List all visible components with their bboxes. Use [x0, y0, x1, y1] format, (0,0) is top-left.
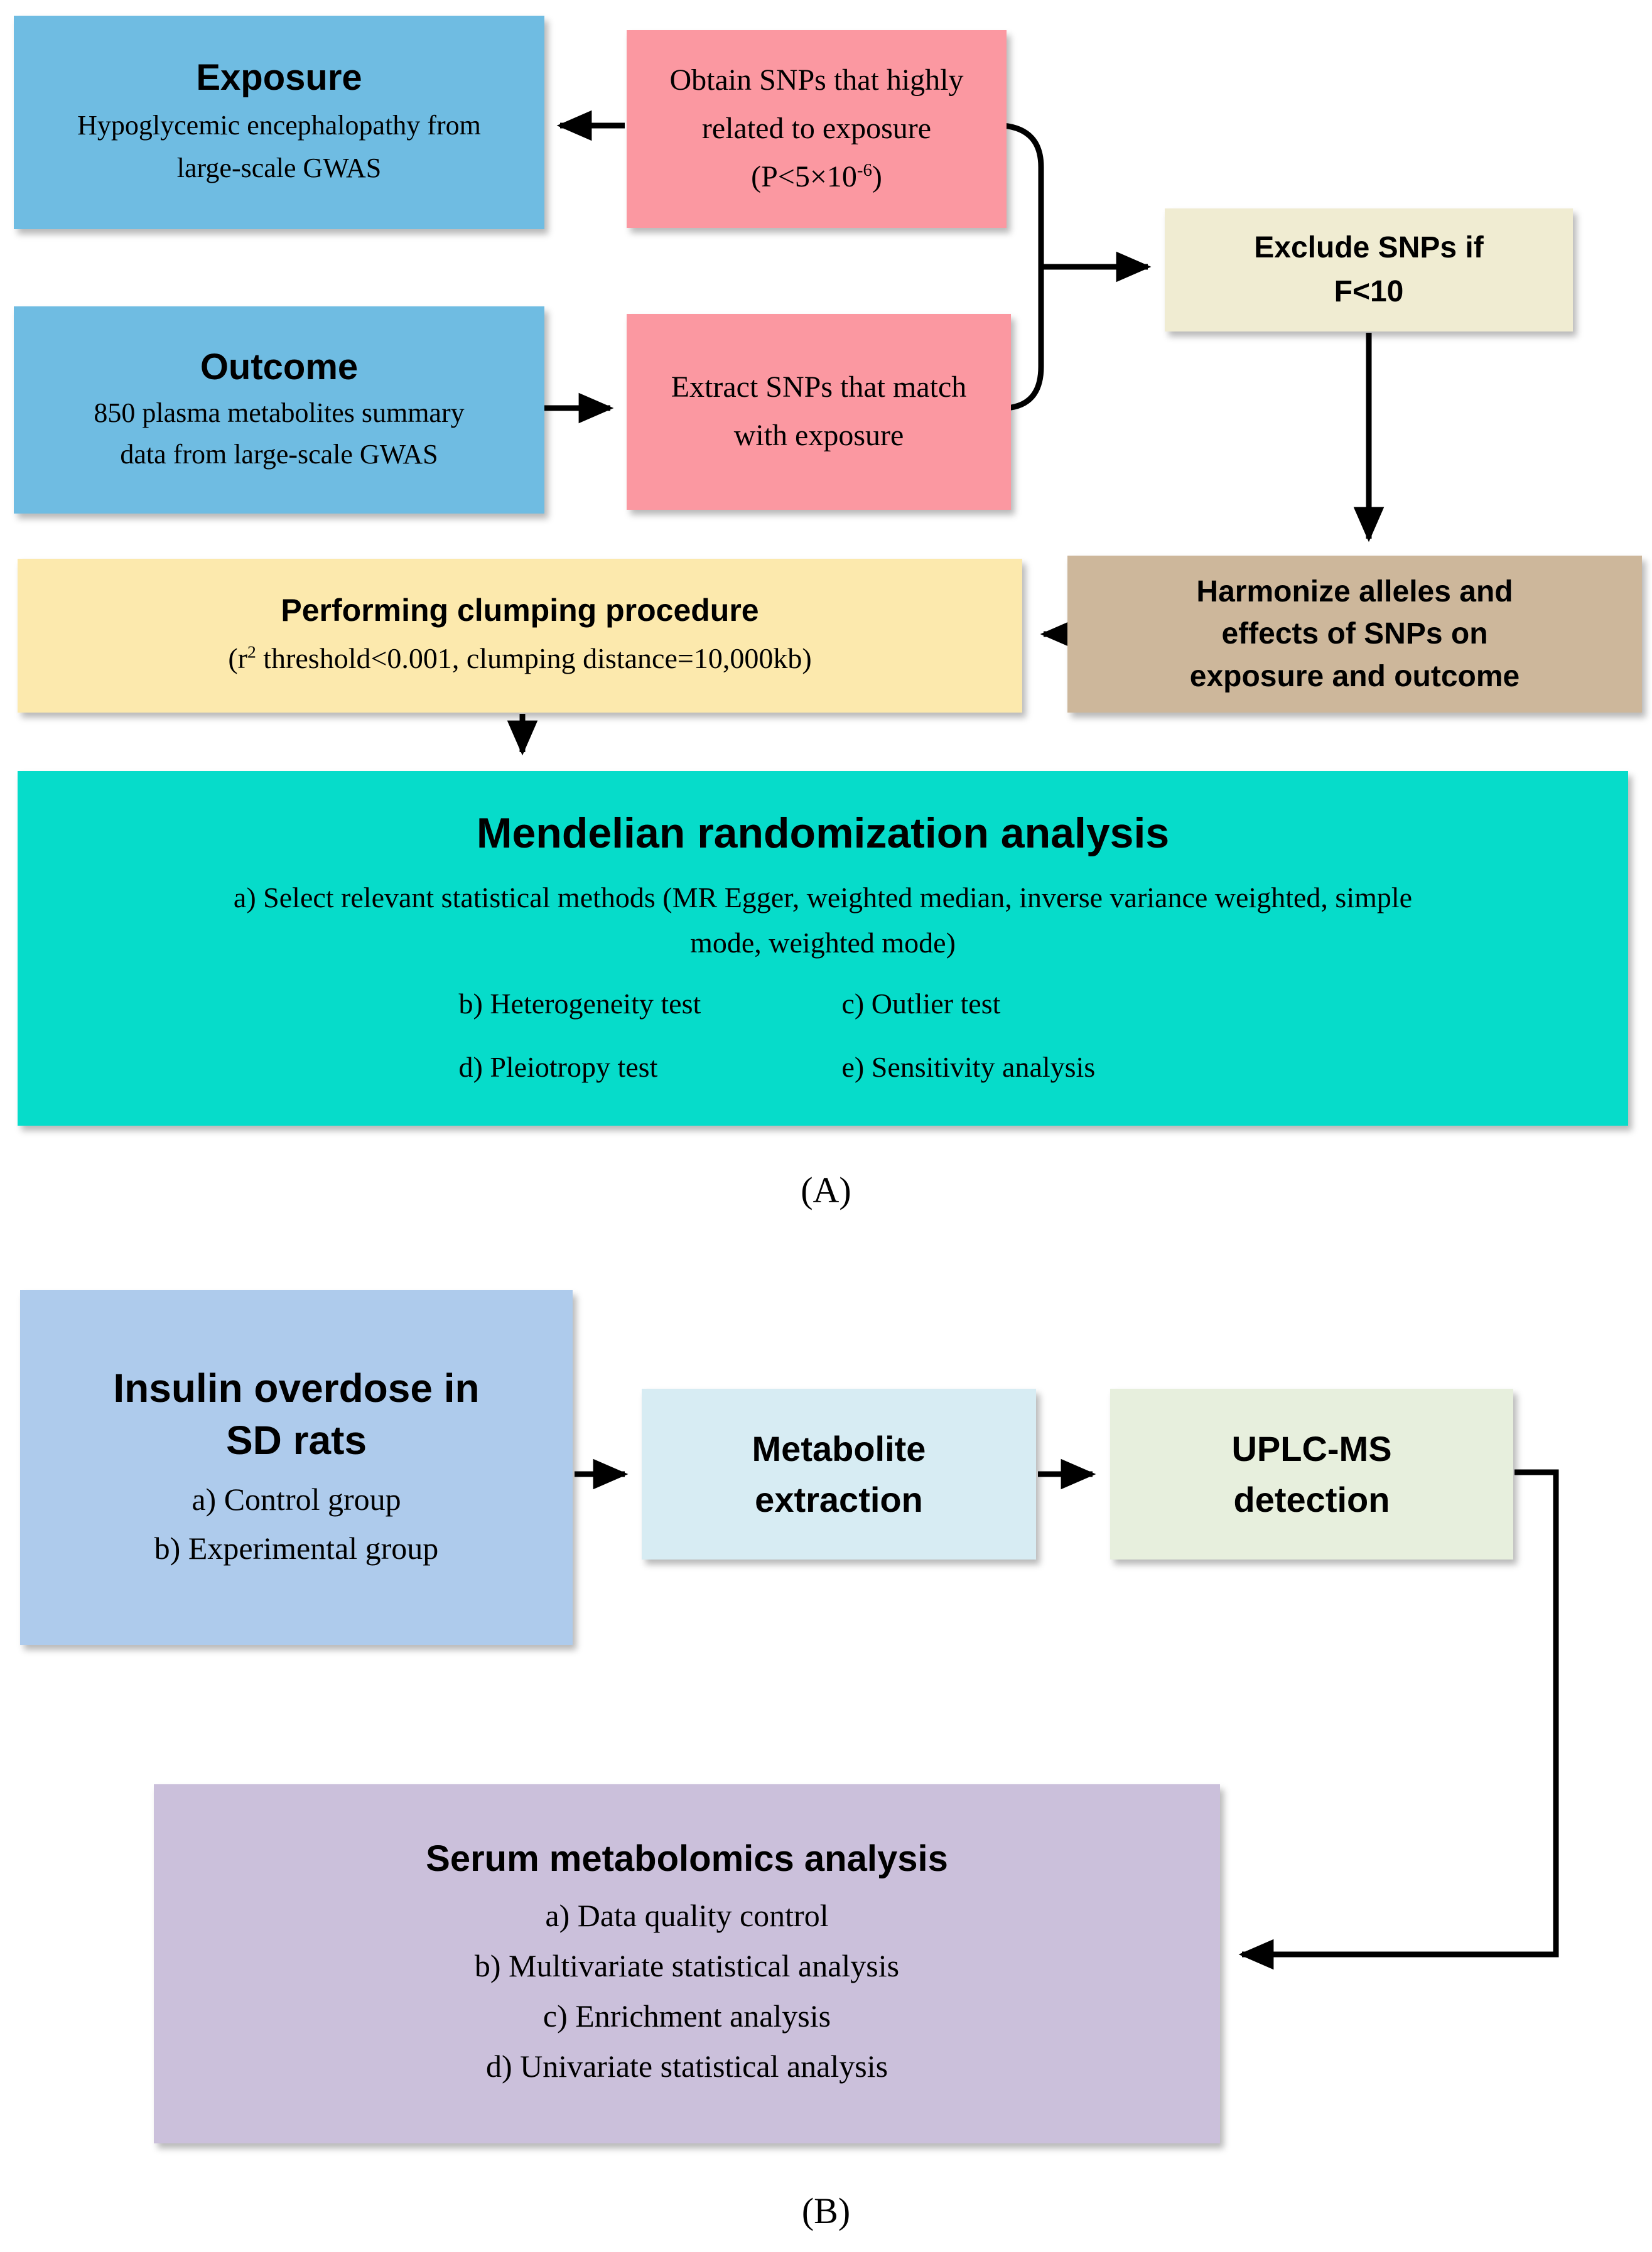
obtain-text-close: ) — [872, 159, 882, 193]
clumping-text-rest: threshold<0.001, clumping distance=10,000kb) — [256, 642, 812, 675]
insulin-item-experimental: b) Experimental group — [154, 1530, 439, 1566]
harmonize-box — [1067, 556, 1642, 713]
exposure-body: Hypoglycemic encephalopathy from large-scale GWAS — [77, 110, 481, 184]
extract-snps-box — [627, 314, 1011, 510]
serum-item-enrichment: c) Enrichment analysis — [543, 1998, 831, 2034]
serum-item-data-quality: a) Data quality control — [545, 1898, 829, 1934]
obtain-text-superscript: -6 — [856, 159, 872, 180]
exposure-title: Exposure — [196, 57, 362, 98]
metabolite-extraction-box — [642, 1389, 1036, 1560]
serum-metabolomics-box — [154, 1784, 1220, 2143]
mr-methods-line1: a) Select relevant statistical methods (MR Egger, weighted median, inverse variance weighted, simple — [233, 881, 1413, 914]
panel-b-label: (B) — [801, 2190, 851, 2231]
clumping-box — [18, 559, 1022, 713]
outcome-box — [14, 306, 544, 514]
uplc-ms-detection-label: UPLC-MS detection — [1231, 1428, 1392, 1519]
obtain-snps-text — [669, 57, 964, 201]
insulin-title: Insulin overdose in SD rats — [113, 1365, 480, 1463]
mr-pleiotropy-test: d) Pleiotropy test — [458, 1051, 658, 1084]
clumping-title: Performing clumping procedure — [281, 592, 759, 628]
mr-title: Mendelian randomization analysis — [476, 809, 1170, 858]
metabolite-extraction-label: Metabolite extraction — [752, 1428, 926, 1519]
panel-a-label: (A) — [801, 1170, 851, 1210]
mendelian-randomization-box — [18, 771, 1628, 1126]
serum-item-univariate: d) Univariate statistical analysis — [485, 2049, 888, 2084]
exclude-snps-box — [1165, 208, 1573, 331]
harmonize-label: Harmonize alleles and effects of SNPs on exposure and outcome — [1189, 575, 1520, 693]
outcome-body: 850 plasma metabolites summary data from large-scale GWAS — [94, 397, 465, 470]
uplc-ms-detection-box — [1110, 1389, 1513, 1560]
exclude-snps-label: Exclude SNPs if F<10 — [1254, 231, 1484, 308]
mr-sensitivity-analysis: e) Sensitivity analysis — [841, 1051, 1096, 1084]
clumping-parameters — [228, 636, 811, 681]
mr-tests-row2 — [459, 1045, 1187, 1089]
mr-outlier-test: c) Outlier test — [841, 988, 1001, 1020]
extract-snps-label: Extract SNPs that match with exposure — [671, 370, 967, 452]
insulin-item-control: a) Control group — [192, 1482, 401, 1517]
serum-title: Serum metabolomics analysis — [426, 1838, 948, 1879]
clumping-text-open: (r — [228, 642, 247, 675]
obtain-snps-box — [627, 30, 1007, 228]
outcome-title: Outcome — [200, 346, 359, 387]
exposure-box — [14, 16, 544, 229]
mr-tests-row1 — [459, 981, 1187, 1026]
obtain-text-main: Obtain SNPs that highly related to exposure (P<5×10 — [669, 63, 964, 193]
clumping-text-superscript: 2 — [247, 642, 256, 662]
mr-heterogeneity-test: b) Heterogeneity test — [458, 988, 701, 1020]
serum-item-multivariate: b) Multivariate statistical analysis — [474, 1948, 900, 1984]
insulin-overdose-box — [20, 1290, 573, 1645]
mr-methods-line2: mode, weighted mode) — [690, 926, 956, 959]
